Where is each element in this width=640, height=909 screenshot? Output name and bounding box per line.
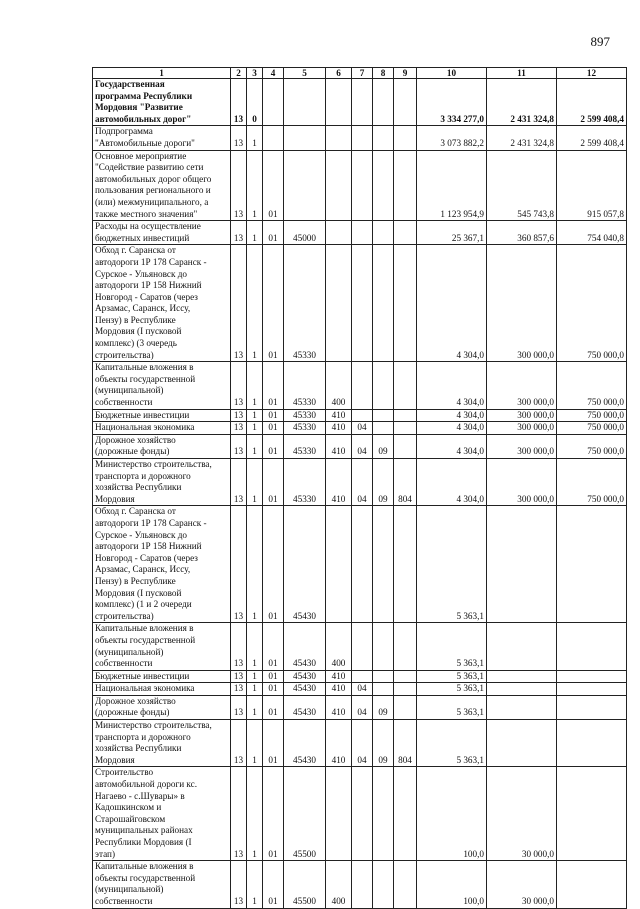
code-col-9 (394, 422, 417, 435)
amount-col-11 (487, 720, 557, 767)
row-name: Национальная экономика (93, 683, 231, 696)
code-col-9: 804 (394, 459, 417, 506)
row-name: Министерство строительства, транспорта и дорожного хозяйства Республики Мордовия (93, 459, 231, 506)
code-col-4: 01 (263, 683, 284, 696)
code-col-7 (352, 221, 373, 245)
code-col-7 (352, 861, 373, 908)
amount-col-10: 100,0 (417, 861, 487, 908)
row-name: Дорожное хозяйство (дорожные фонды) (93, 434, 231, 458)
amount-col-10: 4 304,0 (417, 434, 487, 458)
row-name: Национальная экономика (93, 422, 231, 435)
code-col-9 (394, 695, 417, 719)
row-name: Строительство автомобильной дороги кс. Нагаево - с.Шувары» в Кадошкинском и Старошайговском муниципальных районах Республики Мордовия (I этап) (93, 767, 231, 861)
code-col-7: 04 (352, 683, 373, 696)
code-col-7 (352, 623, 373, 670)
amount-col-10: 3 073 882,2 (417, 126, 487, 150)
code-col-3: 1 (247, 767, 263, 861)
table-row (93, 434, 627, 458)
amount-col-11: 30 000,0 (487, 861, 557, 908)
code-col-3: 1 (247, 126, 263, 150)
code-col-4: 01 (263, 422, 284, 435)
amount-col-11: 30 000,0 (487, 767, 557, 861)
amount-col-10: 5 363,1 (417, 506, 487, 623)
code-col-8 (373, 150, 394, 221)
code-col-8 (373, 683, 394, 696)
row-name: Государственная программа Республики Мордовия "Развитие автомобильных дорог" (93, 79, 231, 126)
code-col-3: 1 (247, 362, 263, 409)
code-col-5: 45430 (284, 683, 326, 696)
table-row (93, 150, 627, 221)
code-col-8: 09 (373, 459, 394, 506)
code-col-3: 1 (247, 720, 263, 767)
code-col-4: 01 (263, 670, 284, 683)
row-name: Бюджетные инвестиции (93, 670, 231, 683)
table-row (93, 767, 627, 861)
code-col-6: 400 (326, 861, 352, 908)
code-col-3: 1 (247, 409, 263, 422)
code-col-5 (284, 79, 326, 126)
code-col-8 (373, 422, 394, 435)
code-col-5: 45330 (284, 459, 326, 506)
amount-col-10: 5 363,1 (417, 720, 487, 767)
amount-col-12 (557, 670, 627, 683)
code-col-6: 410 (326, 422, 352, 435)
code-col-5 (284, 150, 326, 221)
code-col-3: 1 (247, 245, 263, 362)
code-col-2: 13 (231, 720, 247, 767)
code-col-7: 04 (352, 422, 373, 435)
code-col-6: 410 (326, 670, 352, 683)
row-name: Обход г. Саранска от автодороги 1Р 178 Саранск - Сурское - Ульяновск до автодороги 1Р 158 Нижний Новгород - Саратов (через Арзамас, Саранск, Иссу, Пензу) в Республике Мордовия (I пусковой комплекс) (3 очередь строительства) (93, 245, 231, 362)
code-col-6 (326, 245, 352, 362)
code-col-6: 400 (326, 362, 352, 409)
code-col-4: 01 (263, 362, 284, 409)
amount-col-10: 3 334 277,0 (417, 79, 487, 126)
code-col-6 (326, 767, 352, 861)
amount-col-11: 300 000,0 (487, 362, 557, 409)
code-col-4: 01 (263, 506, 284, 623)
code-col-3: 1 (247, 683, 263, 696)
code-col-2: 13 (231, 422, 247, 435)
code-col-2: 13 (231, 245, 247, 362)
amount-col-10: 1 123 954,9 (417, 150, 487, 221)
row-name: Основное мероприятие "Содействие развитию сети автомобильных дорог общего пользования регионального и (или) межмуниципального, а также местного значения" (93, 150, 231, 221)
code-col-3: 1 (247, 670, 263, 683)
table-row (93, 245, 627, 362)
amount-col-12 (557, 695, 627, 719)
code-col-8 (373, 79, 394, 126)
table-row (93, 422, 627, 435)
amount-col-12: 750 000,0 (557, 409, 627, 422)
amount-col-12: 750 000,0 (557, 459, 627, 506)
row-name: Дорожное хозяйство (дорожные фонды) (93, 695, 231, 719)
code-col-5: 45430 (284, 506, 326, 623)
amount-col-10: 5 363,1 (417, 695, 487, 719)
amount-col-10: 4 304,0 (417, 409, 487, 422)
code-col-7 (352, 670, 373, 683)
table-row (93, 362, 627, 409)
code-col-9 (394, 683, 417, 696)
column-header: 9 (394, 68, 417, 79)
table-row (93, 459, 627, 506)
code-col-2: 13 (231, 362, 247, 409)
code-col-4 (263, 79, 284, 126)
code-col-3: 1 (247, 623, 263, 670)
row-name: Обход г. Саранска от автодороги 1Р 178 Саранск - Сурское - Ульяновск до автодороги 1Р 158 Нижний Новгород - Саратов (через Арзамас, Саранск, Иссу, Пензу) в Республике Мордовия (I пусковой комплекс) (1 и 2 очереди строительства) (93, 506, 231, 623)
code-col-9 (394, 623, 417, 670)
amount-col-10: 4 304,0 (417, 362, 487, 409)
code-col-6 (326, 150, 352, 221)
code-col-8: 09 (373, 434, 394, 458)
amount-col-11: 300 000,0 (487, 422, 557, 435)
amount-col-12 (557, 861, 627, 908)
amount-col-10: 4 304,0 (417, 459, 487, 506)
code-col-5: 45430 (284, 670, 326, 683)
amount-col-12: 2 599 408,4 (557, 79, 627, 126)
amount-col-11: 360 857,6 (487, 221, 557, 245)
table-row (93, 861, 627, 908)
code-col-6 (326, 126, 352, 150)
code-col-3: 1 (247, 221, 263, 245)
code-col-8 (373, 221, 394, 245)
code-col-2: 13 (231, 459, 247, 506)
code-col-5: 45330 (284, 362, 326, 409)
code-col-8 (373, 767, 394, 861)
code-col-6: 410 (326, 695, 352, 719)
code-col-8: 09 (373, 720, 394, 767)
code-col-3: 1 (247, 459, 263, 506)
amount-col-11 (487, 695, 557, 719)
code-col-7: 04 (352, 720, 373, 767)
code-col-2: 13 (231, 79, 247, 126)
code-col-5: 45500 (284, 861, 326, 908)
code-col-9 (394, 79, 417, 126)
budget-table (92, 67, 627, 909)
code-col-4: 01 (263, 434, 284, 458)
amount-col-12: 2 599 408,4 (557, 126, 627, 150)
code-col-8 (373, 506, 394, 623)
code-col-7 (352, 126, 373, 150)
code-col-4: 01 (263, 221, 284, 245)
amount-col-12: 754 040,8 (557, 221, 627, 245)
code-col-6: 400 (326, 623, 352, 670)
code-col-2: 13 (231, 683, 247, 696)
row-name: Капитальные вложения в объекты государственной (муниципальной) собственности (93, 861, 231, 908)
column-header: 6 (326, 68, 352, 79)
code-col-7 (352, 362, 373, 409)
column-header: 7 (352, 68, 373, 79)
column-header: 12 (557, 68, 627, 79)
code-col-9 (394, 221, 417, 245)
row-name: Бюджетные инвестиции (93, 409, 231, 422)
code-col-5: 45500 (284, 767, 326, 861)
amount-col-11: 300 000,0 (487, 434, 557, 458)
code-col-3: 1 (247, 506, 263, 623)
code-col-5: 45000 (284, 221, 326, 245)
column-header: 2 (231, 68, 247, 79)
code-col-9 (394, 245, 417, 362)
code-col-6 (326, 506, 352, 623)
code-col-5: 45330 (284, 409, 326, 422)
code-col-7: 04 (352, 695, 373, 719)
amount-col-11: 2 431 324,8 (487, 79, 557, 126)
code-col-2: 13 (231, 695, 247, 719)
amount-col-12 (557, 506, 627, 623)
table-row (93, 409, 627, 422)
column-header: 10 (417, 68, 487, 79)
amount-col-11: 300 000,0 (487, 245, 557, 362)
code-col-3: 0 (247, 79, 263, 126)
code-col-4: 01 (263, 409, 284, 422)
column-header: 8 (373, 68, 394, 79)
code-col-4: 01 (263, 861, 284, 908)
code-col-7: 04 (352, 459, 373, 506)
row-name: Подпрограмма "Автомобильные дороги" (93, 126, 231, 150)
table-row (93, 683, 627, 696)
code-col-3: 1 (247, 434, 263, 458)
amount-col-12: 750 000,0 (557, 362, 627, 409)
table-row (93, 79, 627, 126)
code-col-9: 804 (394, 720, 417, 767)
amount-col-10: 4 304,0 (417, 422, 487, 435)
amount-col-11 (487, 670, 557, 683)
code-col-4: 01 (263, 150, 284, 221)
table-row (93, 695, 627, 719)
table-row (93, 506, 627, 623)
amount-col-12 (557, 720, 627, 767)
code-col-4: 01 (263, 767, 284, 861)
row-name: Министерство строительства, транспорта и дорожного хозяйства Республики Мордовия (93, 720, 231, 767)
code-col-9 (394, 506, 417, 623)
code-col-9 (394, 126, 417, 150)
amount-col-12 (557, 623, 627, 670)
code-col-2: 13 (231, 623, 247, 670)
table-row (93, 720, 627, 767)
amount-col-10: 100,0 (417, 767, 487, 861)
amount-col-10: 5 363,1 (417, 670, 487, 683)
code-col-9 (394, 767, 417, 861)
code-col-6: 410 (326, 683, 352, 696)
code-col-6: 410 (326, 459, 352, 506)
code-col-4: 01 (263, 459, 284, 506)
code-col-7 (352, 245, 373, 362)
code-col-2: 13 (231, 861, 247, 908)
code-col-2: 13 (231, 434, 247, 458)
code-col-3: 1 (247, 861, 263, 908)
code-col-5 (284, 126, 326, 150)
amount-col-11 (487, 623, 557, 670)
amount-col-10: 5 363,1 (417, 683, 487, 696)
code-col-5: 45330 (284, 434, 326, 458)
amount-col-10: 5 363,1 (417, 623, 487, 670)
code-col-6: 410 (326, 409, 352, 422)
code-col-4 (263, 126, 284, 150)
column-header-row (93, 68, 627, 79)
code-col-5: 45330 (284, 422, 326, 435)
amount-col-11 (487, 683, 557, 696)
code-col-8 (373, 861, 394, 908)
code-col-2: 13 (231, 409, 247, 422)
row-name: Расходы на осуществление бюджетных инвестиций (93, 221, 231, 245)
code-col-2: 13 (231, 150, 247, 221)
code-col-4: 01 (263, 245, 284, 362)
code-col-6: 410 (326, 434, 352, 458)
column-header: 3 (247, 68, 263, 79)
code-col-5: 45430 (284, 623, 326, 670)
code-col-4: 01 (263, 720, 284, 767)
amount-col-12: 750 000,0 (557, 434, 627, 458)
code-col-9 (394, 670, 417, 683)
code-col-9 (394, 362, 417, 409)
column-header: 4 (263, 68, 284, 79)
code-col-8 (373, 362, 394, 409)
code-col-9 (394, 434, 417, 458)
code-col-2: 13 (231, 126, 247, 150)
code-col-7 (352, 79, 373, 126)
code-col-7 (352, 409, 373, 422)
row-name: Капитальные вложения в объекты государственной (муниципальной) собственности (93, 623, 231, 670)
code-col-8 (373, 245, 394, 362)
table-row (93, 670, 627, 683)
code-col-7: 04 (352, 434, 373, 458)
amount-col-11: 545 743,8 (487, 150, 557, 221)
code-col-2: 13 (231, 221, 247, 245)
code-col-9 (394, 409, 417, 422)
page-number: 897 (590, 34, 610, 49)
code-col-3: 1 (247, 422, 263, 435)
code-col-8 (373, 409, 394, 422)
amount-col-10: 4 304,0 (417, 245, 487, 362)
code-col-3: 1 (247, 695, 263, 719)
amount-col-12 (557, 767, 627, 861)
amount-col-11: 300 000,0 (487, 409, 557, 422)
code-col-9 (394, 150, 417, 221)
code-col-9 (394, 861, 417, 908)
code-col-5: 45330 (284, 245, 326, 362)
code-col-2: 13 (231, 767, 247, 861)
table-row (93, 623, 627, 670)
code-col-7 (352, 506, 373, 623)
column-header: 11 (487, 68, 557, 79)
amount-col-11: 2 431 324,8 (487, 126, 557, 150)
amount-col-12: 915 057,8 (557, 150, 627, 221)
code-col-5: 45430 (284, 695, 326, 719)
code-col-6 (326, 79, 352, 126)
amount-col-11: 300 000,0 (487, 459, 557, 506)
code-col-6: 410 (326, 720, 352, 767)
table-row (93, 221, 627, 245)
table-body (93, 79, 627, 909)
amount-col-12: 750 000,0 (557, 245, 627, 362)
row-name: Капитальные вложения в объекты государственной (муниципальной) собственности (93, 362, 231, 409)
code-col-2: 13 (231, 670, 247, 683)
code-col-7 (352, 767, 373, 861)
code-col-8 (373, 670, 394, 683)
code-col-8: 09 (373, 695, 394, 719)
column-header: 5 (284, 68, 326, 79)
code-col-6 (326, 221, 352, 245)
table-row (93, 126, 627, 150)
code-col-4: 01 (263, 623, 284, 670)
code-col-3: 1 (247, 150, 263, 221)
code-col-4: 01 (263, 695, 284, 719)
amount-col-12: 750 000,0 (557, 422, 627, 435)
amount-col-11 (487, 506, 557, 623)
code-col-8 (373, 623, 394, 670)
amount-col-12 (557, 683, 627, 696)
column-header: 1 (93, 68, 231, 79)
code-col-5: 45430 (284, 720, 326, 767)
amount-col-10: 25 367,1 (417, 221, 487, 245)
code-col-7 (352, 150, 373, 221)
code-col-2: 13 (231, 506, 247, 623)
code-col-8 (373, 126, 394, 150)
